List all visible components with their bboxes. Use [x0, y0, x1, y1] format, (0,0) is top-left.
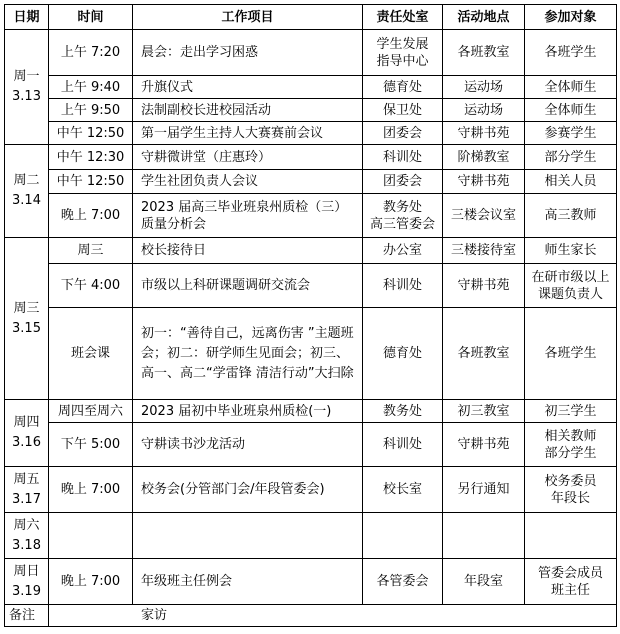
item-cell: 校务会(分管部门会/年段管委会): [133, 467, 363, 513]
time-cell: 中午 12:50: [49, 122, 133, 145]
dept-cell: 各管委会: [363, 559, 443, 605]
dept-cell: 科训处: [363, 145, 443, 170]
dept-cell: 校长室: [363, 467, 443, 513]
day-cell-thursday: [5, 400, 49, 467]
item-cell: 守耕微讲堂（庄惠玲）: [133, 145, 363, 170]
place-cell: 守耕书苑: [443, 423, 525, 467]
item-cell: 升旗仪式: [133, 76, 363, 99]
place-cell: 守耕书苑: [443, 170, 525, 194]
dept-cell: [363, 30, 443, 76]
people-line: 在研市级以上: [531, 269, 610, 285]
header-date: 日期: [5, 5, 49, 30]
item-cell: 初一：“善待自己，远离伤害 ”主题班会；初二：研学师生见面会；初三、高一、高二“学雷锋 清洁行动”大扫除: [133, 308, 363, 400]
day-name: 周日: [13, 563, 40, 579]
people-line: 年段长: [550, 490, 590, 506]
table-row: [5, 513, 617, 559]
item-cell: 第一届学生主持人大赛赛前会议: [133, 122, 363, 145]
item-cell: 晨会：走出学习困惑: [133, 30, 363, 76]
header-place: 活动地点: [443, 5, 525, 30]
time-cell: 下午 5:00: [49, 423, 133, 467]
time-cell: 上午 9:40: [49, 76, 133, 99]
item-cell: 年级班主任例会: [133, 559, 363, 605]
day-date: 3.16: [12, 435, 41, 450]
day-cell-tuesday: [5, 145, 49, 238]
header-time: 时间: [49, 5, 133, 30]
people-line: 校务委员: [544, 473, 597, 489]
day-name: 周三: [13, 300, 40, 316]
dept-cell: 团委会: [363, 170, 443, 194]
people-cell: 各班学生: [525, 30, 617, 76]
table-row: [5, 308, 617, 400]
people-cell: 各班学生: [525, 308, 617, 400]
table-row: [5, 30, 617, 76]
item-cell: 校长接待日: [133, 238, 363, 264]
place-cell: 各班教室: [443, 308, 525, 400]
people-line: 班主任: [550, 582, 590, 598]
day-name: 周二: [13, 173, 40, 188]
table-row: [5, 423, 617, 467]
dept-cell: 德育处: [363, 308, 443, 400]
day-cell-sunday: [5, 559, 49, 605]
header-dept: 责任处室: [363, 5, 443, 30]
header-row: [5, 5, 617, 30]
day-name: 周四: [13, 415, 40, 430]
note-row: [5, 605, 617, 627]
table-row: [5, 238, 617, 264]
people-cell: 全体师生: [525, 76, 617, 99]
place-cell: 阶梯教室: [443, 145, 525, 170]
dept-cell: 团委会: [363, 122, 443, 145]
day-name: 周五: [13, 471, 40, 487]
item-cell: 2023 届初中毕业班泉州质检(一): [133, 400, 363, 423]
header-item: 工作项目: [133, 5, 363, 30]
time-cell: 班会课: [49, 308, 133, 400]
table-row: [5, 99, 617, 122]
time-cell: 晚上 7:00: [49, 467, 133, 513]
header-people: 参加对象: [525, 5, 617, 30]
time-cell: 中午 12:50: [49, 170, 133, 194]
table-row: [5, 264, 617, 308]
table-row: [5, 400, 617, 423]
people-cell: 高三教师: [525, 194, 617, 238]
people-cell: 师生家长: [525, 238, 617, 264]
time-cell: 周四至周六: [49, 400, 133, 423]
table-row: [5, 145, 617, 170]
people-cell: 初三学生: [525, 400, 617, 423]
people-cell: [525, 467, 617, 513]
people-line: 相关教师: [544, 428, 597, 444]
empty-cell: [133, 513, 363, 559]
place-cell: 运动场: [443, 76, 525, 99]
people-line: 管委会成员: [537, 565, 603, 581]
dept-cell: 科训处: [363, 264, 443, 308]
day-date: 3.19: [12, 583, 41, 599]
place-cell: 各班教室: [443, 30, 525, 76]
time-cell: 上午 9:50: [49, 99, 133, 122]
table-row: [5, 122, 617, 145]
day-date: 3.13: [12, 89, 41, 104]
table-row: [5, 559, 617, 605]
item-cell: 2023 届高三毕业班泉州质检（三）质量分析会: [133, 194, 363, 238]
people-line: 课题负责人: [537, 286, 603, 302]
empty-cell: [443, 513, 525, 559]
place-cell: 初三教室: [443, 400, 525, 423]
note-label: 备注: [5, 605, 49, 627]
time-cell: 中午 12:30: [49, 145, 133, 170]
day-date: 3.14: [12, 193, 41, 208]
day-date: 3.17: [12, 491, 41, 507]
day-cell-wednesday: [5, 238, 49, 400]
item-cell: 守耕读书沙龙活动: [133, 423, 363, 467]
dept-cell: 教务处: [363, 400, 443, 423]
place-cell: 守耕书苑: [443, 264, 525, 308]
empty-cell: [49, 513, 133, 559]
dept-line: 教务处: [382, 199, 422, 215]
people-cell: [525, 264, 617, 308]
dept-cell: 德育处: [363, 76, 443, 99]
people-cell: 参赛学生: [525, 122, 617, 145]
empty-cell: [363, 513, 443, 559]
place-cell: 三楼会议室: [443, 194, 525, 238]
time-cell: 上午 7:20: [49, 30, 133, 76]
people-cell: 部分学生: [525, 145, 617, 170]
people-cell: [525, 559, 617, 605]
time-cell: 下午 4:00: [49, 264, 133, 308]
table-row: [5, 170, 617, 194]
place-cell: 年段室: [443, 559, 525, 605]
day-date: 3.18: [12, 537, 41, 553]
time-cell: 晚上 7:00: [49, 194, 133, 238]
people-cell: 相关人员: [525, 170, 617, 194]
day-name: 周六: [13, 517, 40, 533]
day-cell-monday: [5, 30, 49, 145]
dept-cell: 科训处: [363, 423, 443, 467]
dept-line: 学生发展: [376, 36, 429, 52]
place-cell: 三楼接待室: [443, 238, 525, 264]
table-row: [5, 194, 617, 238]
note-content: 家访: [49, 605, 617, 627]
table-row: [5, 467, 617, 513]
time-cell: 晚上 7:00: [49, 559, 133, 605]
place-cell: 运动场: [443, 99, 525, 122]
place-cell: 另行通知: [443, 467, 525, 513]
day-cell-saturday: [5, 513, 49, 559]
dept-line: 高三管委会: [369, 216, 435, 232]
dept-cell: 办公室: [363, 238, 443, 264]
day-date: 3.15: [12, 320, 41, 336]
people-line: 部分学生: [544, 445, 597, 461]
item-cell: 市级以上科研课题调研交流会: [133, 264, 363, 308]
day-cell-friday: [5, 467, 49, 513]
empty-cell: [525, 513, 617, 559]
dept-line: 指导中心: [376, 53, 429, 69]
dept-cell: [363, 194, 443, 238]
people-cell: [525, 423, 617, 467]
item-cell: 学生社团负责人会议: [133, 170, 363, 194]
dept-cell: 保卫处: [363, 99, 443, 122]
time-cell: 周三: [49, 238, 133, 264]
people-cell: 全体师生: [525, 99, 617, 122]
table-row: [5, 76, 617, 99]
place-cell: 守耕书苑: [443, 122, 525, 145]
day-name: 周一: [13, 69, 40, 84]
weekly-schedule-table: [4, 4, 617, 627]
item-cell: 法制副校长进校园活动: [133, 99, 363, 122]
